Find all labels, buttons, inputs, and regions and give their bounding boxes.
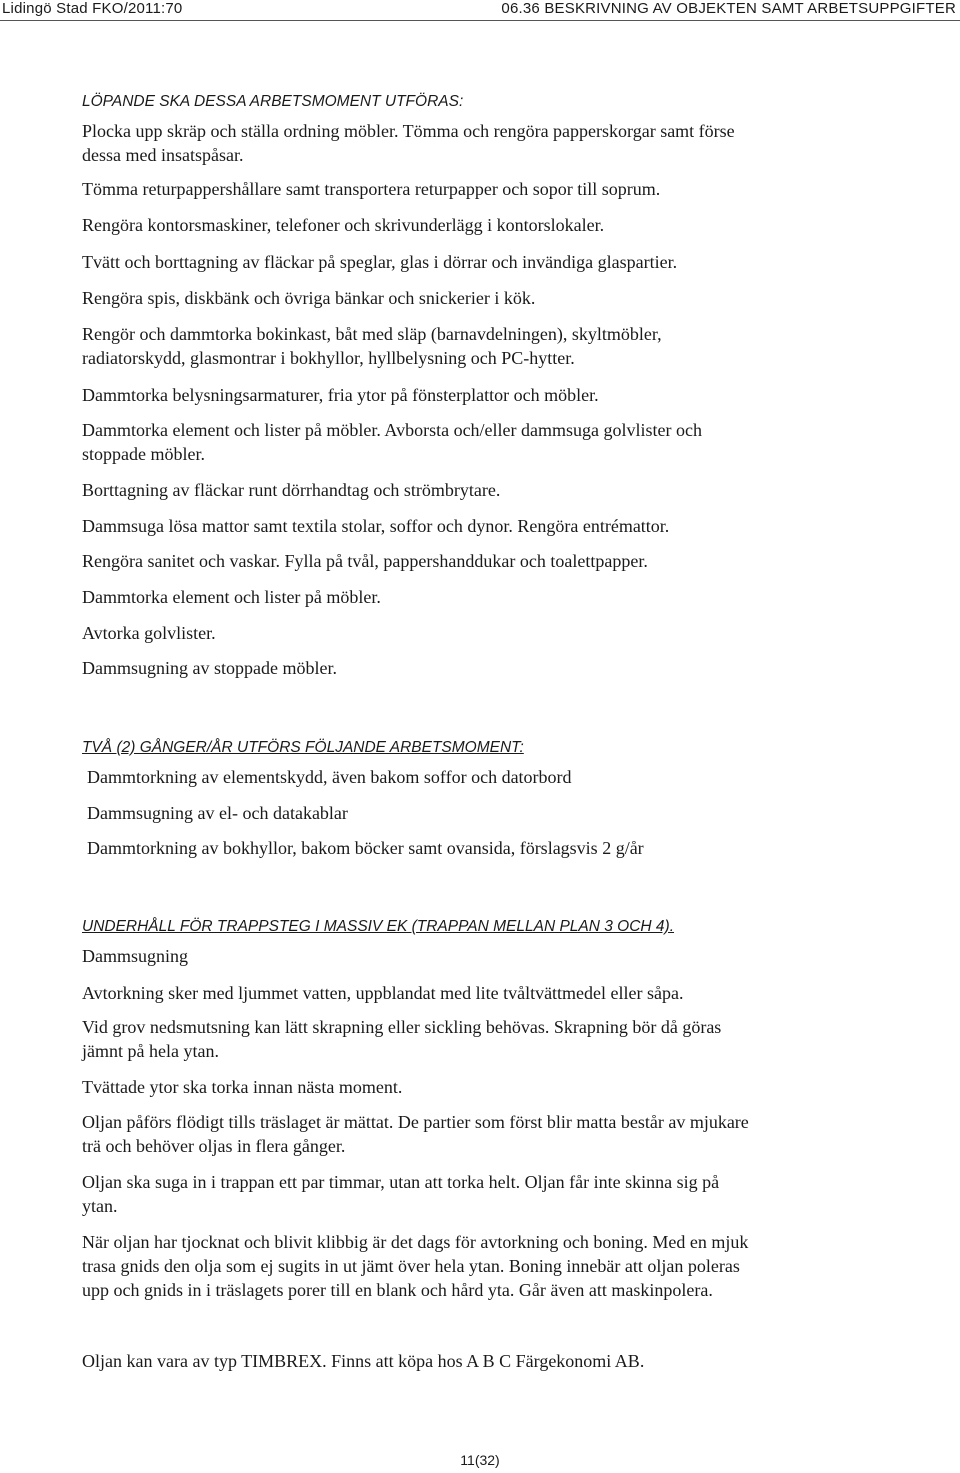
task-line: trä och behöver oljas in flera gånger. <box>82 1136 346 1156</box>
task-line: Rengör och dammtorka bokinkast, båt med släp (barnavdelningen), skyltmöbler, <box>82 324 662 344</box>
task-line: Oljan kan vara av typ TIMBREX. Finns att köpa hos A B C Färgekonomi AB. <box>82 1351 645 1371</box>
task-line: Oljan påförs flödigt tills träslaget är mättat. De partier som först blir matta består av mjukare <box>82 1112 749 1132</box>
task-line: trasa gnids den olja som ej sugits in ut jämt över hela ytan. Boning innebär att oljan poleras <box>82 1256 740 1276</box>
task-line: Dammtorka element och lister på möbler. Avborsta och/eller dammsuga golvlister och <box>82 420 702 440</box>
task-line: Dammsugning av stoppade möbler. <box>82 658 337 678</box>
task-line: Rengöra sanitet och vaskar. Fylla på tvål, pappershanddukar och toalettpapper. <box>82 551 648 571</box>
task-line: dessa med insatspåsar. <box>82 145 244 165</box>
section-heading-twice-yearly: TVÅ (2) GÅNGER/ÅR UTFÖRS FÖLJANDE ARBETSMOMENT: <box>82 739 524 756</box>
task-line: Tvättade ytor ska torka innan nästa moment. <box>82 1077 403 1097</box>
task-line: Borttagning av fläckar runt dörrhandtag och strömbrytare. <box>82 480 501 500</box>
task-line: Dammsugning av el- och datakablar <box>87 803 348 823</box>
section-heading-ongoing: LÖPANDE SKA DESSA ARBETSMOMENT UTFÖRAS: <box>82 93 464 110</box>
task-line: Plocka upp skräp och ställa ordning möbler. Tömma och rengöra papperskorgar samt förse <box>82 121 735 141</box>
task-line: ytan. <box>82 1196 118 1216</box>
task-line: Avtorka golvlister. <box>82 623 216 643</box>
task-line: Dammtorkning av elementskydd, även bakom soffor och datorbord <box>87 767 572 787</box>
task-line: upp och gnids in i träslagets porer till en blank och hård yta. Går även att maskinpolera. <box>82 1280 713 1300</box>
task-line: Dammtorkning av bokhyllor, bakom böcker samt ovansida, förslagsvis 2 g/år <box>87 838 644 858</box>
task-line: Dammtorka element och lister på möbler. <box>82 587 381 607</box>
task-line: Tömma returpappershållare samt transportera returpapper och sopor till soprum. <box>82 179 661 199</box>
task-line: När oljan har tjocknat och blivit klibbig är det dags för avtorkning och boning. Med en mjuk <box>82 1232 749 1252</box>
task-line: Rengöra kontorsmaskiner, telefoner och skrivunderlägg i kontorslokaler. <box>82 215 605 235</box>
task-line: Dammsugning <box>82 946 188 966</box>
task-line: Vid grov nedsmutsning kan lätt skrapning eller sickling behövas. Skrapning bör då göras <box>82 1017 722 1037</box>
task-line: Rengöra spis, diskbänk och övriga bänkar och snickerier i kök. <box>82 288 536 308</box>
task-line: Dammtorka belysningsarmaturer, fria ytor på fönsterplattor och möbler. <box>82 385 599 405</box>
task-line: Dammsuga lösa mattor samt textila stolar, soffor och dynor. Rengöra entrémattor. <box>82 516 670 536</box>
task-line: jämnt på hela ytan. <box>82 1041 219 1061</box>
task-line: Oljan ska suga in i trappan ett par timmar, utan att torka helt. Oljan får inte skinna sig på <box>82 1172 720 1192</box>
task-line: Tvätt och borttagning av fläckar på speglar, glas i dörrar och invändiga glaspartier. <box>82 252 678 272</box>
task-line: stoppade möbler. <box>82 444 205 464</box>
task-line: Avtorkning sker med ljummet vatten, uppblandat med lite tvåltvättmedel eller såpa. <box>82 983 684 1003</box>
section-heading-oak-stairs: UNDERHÅLL FÖR TRAPPSTEG I MASSIV EK (TRAPPAN MELLAN PLAN 3 OCH 4). <box>82 918 675 935</box>
page-number: 11(32) <box>460 1452 500 1468</box>
document-reference: Lidingö Stad FKO/2011:70 <box>2 0 183 17</box>
page-header <box>0 0 960 22</box>
task-line: radiatorskydd, glasmontrar i bokhyllor, hyllbelysning och PC-hytter. <box>82 348 575 368</box>
header-divider <box>0 20 960 21</box>
section-title: 06.36 BESKRIVNING AV OBJEKTEN SAMT ARBETSUPPGIFTER <box>501 0 956 17</box>
